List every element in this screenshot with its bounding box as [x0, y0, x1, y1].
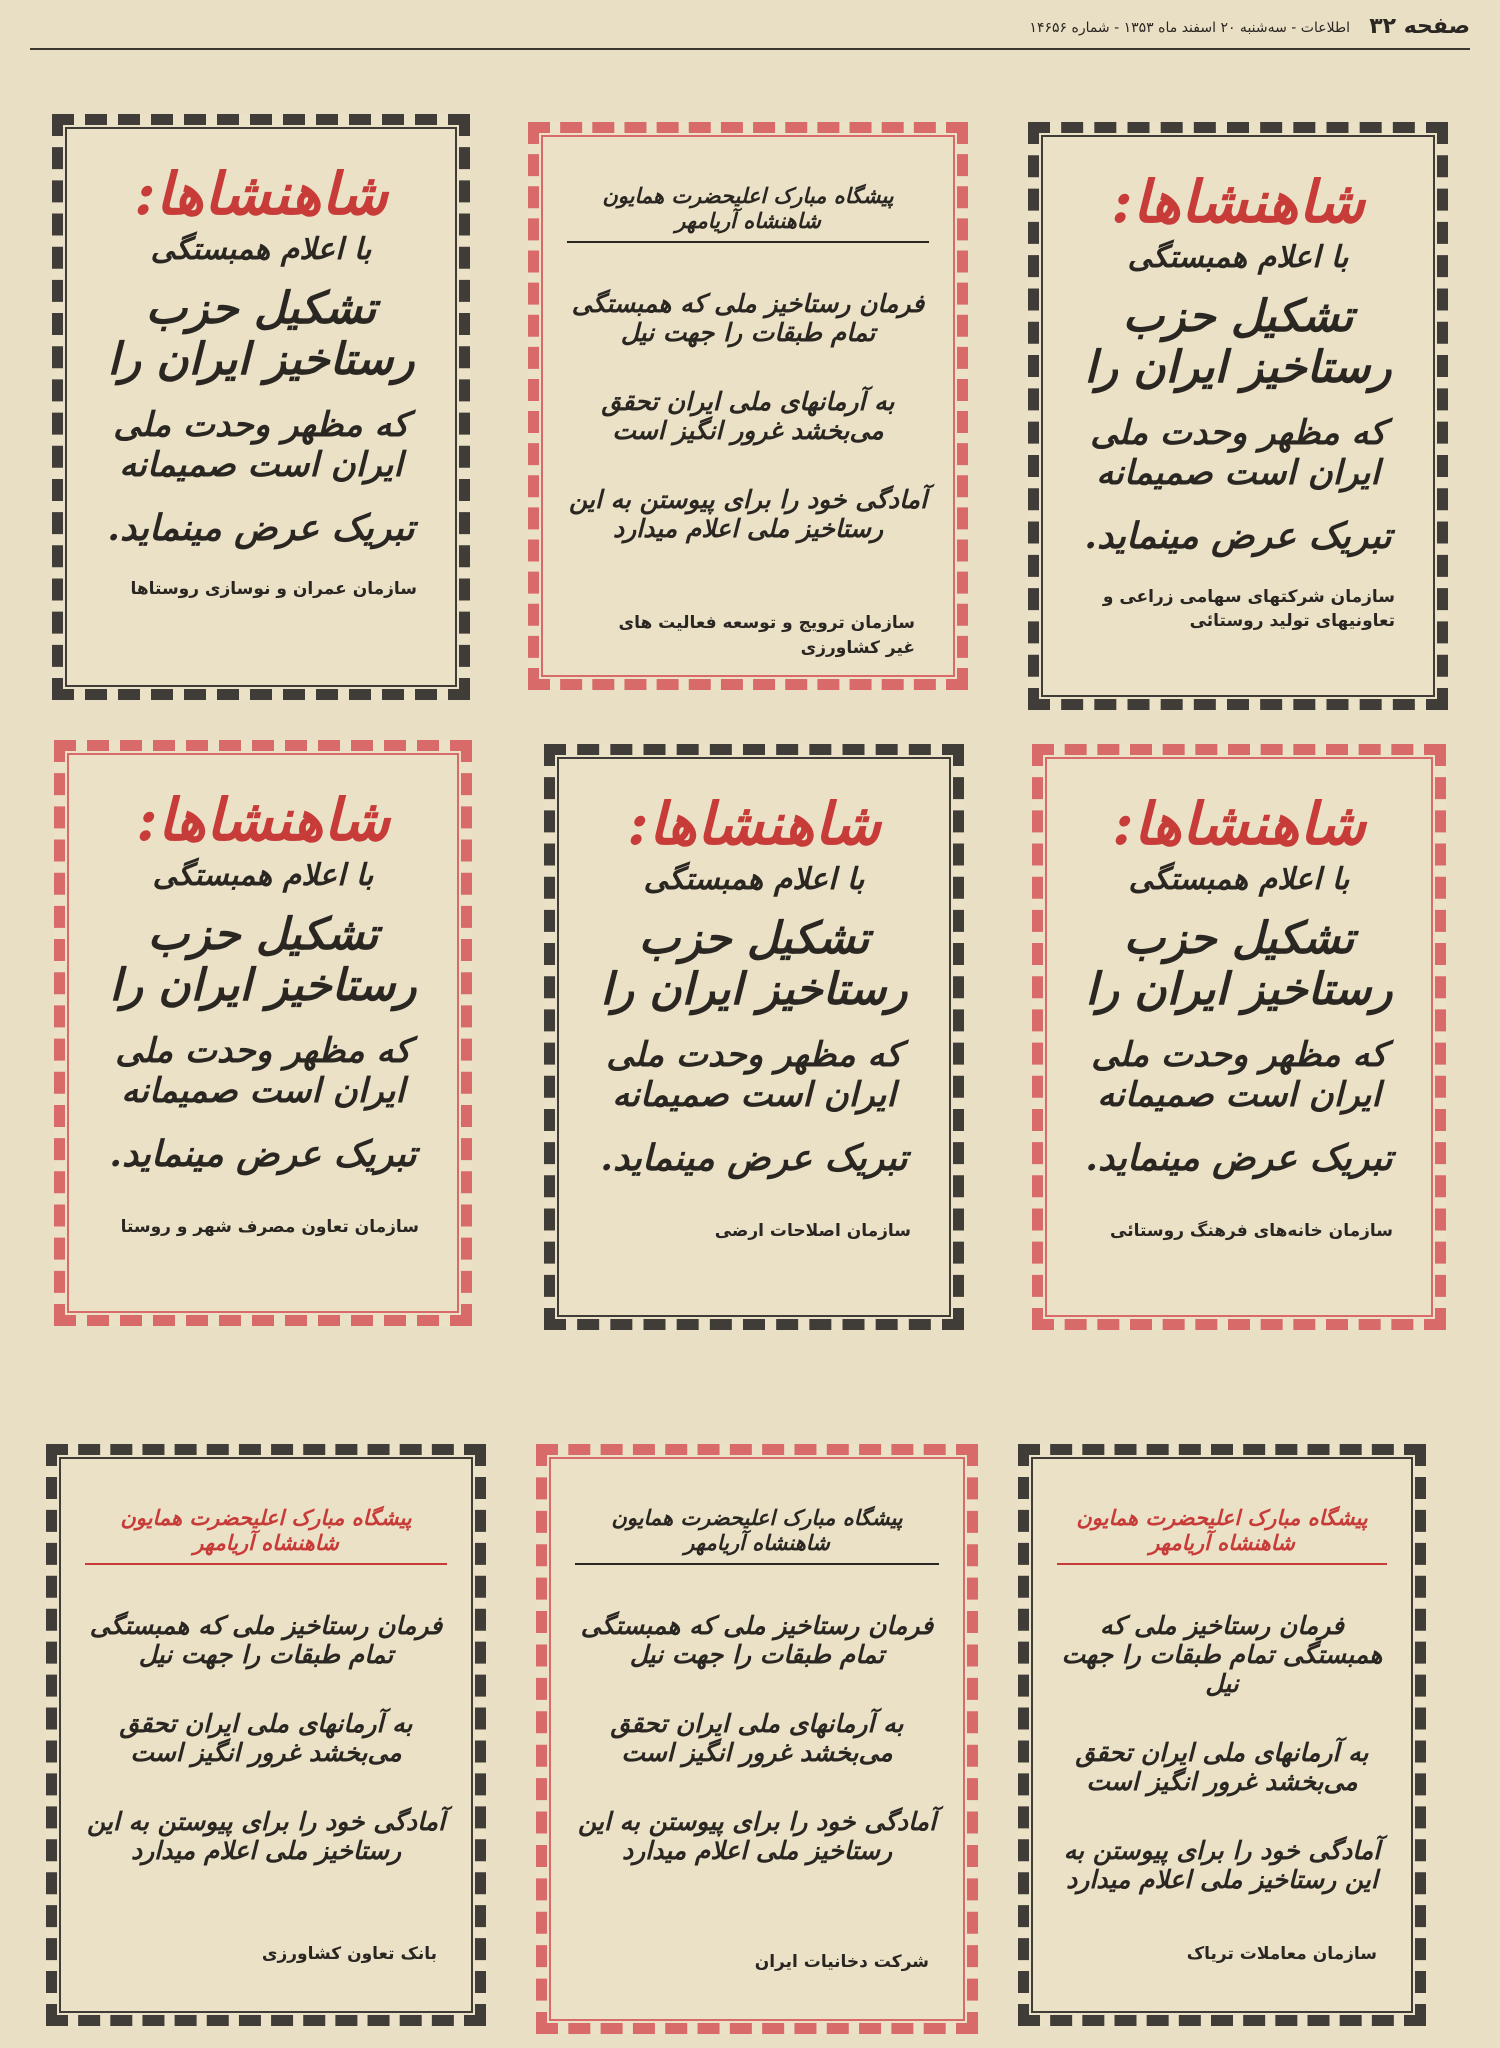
ad-line: تشکیل حزب رستاخیز ایران را: [107, 282, 415, 385]
ad-opium-transactions: [1018, 1444, 1426, 2026]
page-header: [30, 14, 1470, 44]
org-line: سازمان ترویج و توسعه فعالیت های: [618, 613, 915, 633]
ad-organization: سازمان خانه‌های فرهنگ روستائی: [1110, 1220, 1393, 1241]
ad-non-agricultural-promotion: [528, 122, 968, 690]
ad-line: تبریک عرض مینماید.: [107, 506, 415, 549]
ad-agricultural-cooperative-bank: [46, 1444, 486, 2026]
decree-line: به آرمانهای ملی ایران تحقق می‌بخشد غرور انگیز است: [601, 387, 895, 445]
ad-land-reform: [544, 744, 964, 1330]
ad-heading: شاهنشاها:: [1111, 168, 1365, 236]
ad-rural-culture-houses: [1032, 744, 1446, 1330]
decree-line: آمادگی خود را برای پیوستن به این رستاخیز ملی اعلام میدارد: [577, 1807, 937, 1865]
ad-organization: [1067, 585, 1409, 634]
ad-line: تبریک عرض مینماید.: [1084, 514, 1392, 557]
ad-line: با اعلام همبستگی: [150, 231, 372, 267]
ad-heading: شاهنشاها:: [627, 790, 881, 858]
ad-line: که مظهر وحدت ملی ایران است صمیمانه: [1090, 412, 1386, 493]
decree-line: به آرمانهای ملی ایران تحقق می‌بخشد غرور انگیز است: [610, 1709, 904, 1767]
decree-line: به آرمانهای ملی ایران تحقق می‌بخشد غرور انگیز است: [1075, 1738, 1369, 1796]
ad-iranian-tobacco: [536, 1444, 978, 2034]
ad-line: با اعلام همبستگی: [1127, 239, 1349, 275]
ad-heading: شاهنشاها:: [134, 160, 388, 228]
ad-organization: سازمان اصلاحات ارضی: [714, 1220, 911, 1241]
ad-organization: سازمان عمران و نوسازی روستاها: [130, 578, 417, 599]
decree-line: آمادگی خود را برای پیوستن به این رستاخیز ملی اعلام میدارد: [86, 1807, 446, 1865]
ad-organization: سازمان معاملات تریاک: [1186, 1943, 1377, 1964]
org-line: سازمان شرکتهای سهامی زراعی و: [1102, 586, 1395, 607]
decree-line: فرمان رستاخیز ملی که همبستگی تمام طبقات را جهت نیل: [1061, 1611, 1383, 1698]
decree-line: فرمان رستاخیز ملی که همبستگی تمام طبقات را جهت نیل: [89, 1611, 443, 1669]
ad-line: تبریک عرض مینماید.: [109, 1132, 417, 1175]
ad-consumer-cooperatives: [54, 740, 472, 1326]
ad-line: تشکیل حزب رستاخیز ایران را: [109, 908, 417, 1011]
ad-village-development: [52, 114, 470, 700]
ad-line: که مظهر وحدت ملی ایران است صمیمانه: [1091, 1034, 1387, 1115]
ad-line: با اعلام همبستگی: [152, 857, 374, 893]
ad-line: که مظهر وحدت ملی ایران است صمیمانه: [113, 404, 409, 485]
ad-line: تبریک عرض مینماید.: [1085, 1136, 1393, 1179]
decree-line: فرمان رستاخیز ملی که همبستگی تمام طبقات را جهت نیل: [571, 289, 925, 347]
ad-organization: [567, 611, 929, 660]
ad-organization: بانک تعاون کشاورزی: [261, 1943, 437, 1964]
org-line: غیر کشاورزی: [800, 637, 915, 658]
org-line: تعاونیهای تولید روستائی: [1189, 611, 1395, 632]
ad-line: تشکیل حزب رستاخیز ایران را: [1084, 290, 1392, 393]
ad-line: که مظهر وحدت ملی ایران است صمیمانه: [115, 1030, 411, 1111]
header-rule: [30, 48, 1470, 50]
decree-line: فرمان رستاخیز ملی که همبستگی تمام طبقات را جهت نیل: [580, 1611, 934, 1669]
ad-line: با اعلام همبستگی: [1128, 861, 1350, 897]
decree-line: به آرمانهای ملی ایران تحقق می‌بخشد غرور انگیز است: [119, 1709, 413, 1767]
ad-line: با اعلام همبستگی: [643, 861, 865, 897]
ad-heading: شاهنشاها:: [136, 786, 390, 854]
ad-organization: شرکت دخانیات ایران: [754, 1951, 929, 1972]
ad-organization: سازمان تعاون مصرف شهر و روستا: [120, 1216, 419, 1237]
ad-line: که مظهر وحدت ملی ایران است صمیمانه: [606, 1034, 902, 1115]
ad-line: تشکیل حزب رستاخیز ایران را: [600, 912, 908, 1015]
decree-line: آمادگی خود را برای پیوستن به این رستاخیز ملی اعلام میدارد: [1063, 1836, 1381, 1894]
decree-title: پیشگاه مبارک اعلیحضرت همایون شاهنشاه آریامهر: [85, 1505, 447, 1565]
page-number: صفحه ۳۲: [1369, 14, 1470, 39]
ad-line: تشکیل حزب رستاخیز ایران را: [1085, 912, 1393, 1015]
decree-title: پیشگاه مبارک اعلیحضرت همایون شاهنشاه آریامهر: [575, 1505, 939, 1565]
ad-rural-farm-corporations: [1028, 122, 1448, 710]
ad-heading: شاهنشاها:: [1112, 790, 1366, 858]
decree-line: آمادگی خود را برای پیوستن به این رستاخیز ملی اعلام میدارد: [568, 485, 928, 543]
decree-title: پیشگاه مبارک اعلیحضرت همایون شاهنشاه آریامهر: [567, 183, 929, 243]
issue-info: اطلاعات - سه‌شنبه ۲۰ اسفند ماه ۱۳۵۳ - شماره ۱۴۶۵۶: [1029, 20, 1350, 36]
decree-title: پیشگاه مبارک اعلیحضرت همایون شاهنشاه آریامهر: [1057, 1505, 1387, 1565]
ad-line: تبریک عرض مینماید.: [600, 1136, 908, 1179]
